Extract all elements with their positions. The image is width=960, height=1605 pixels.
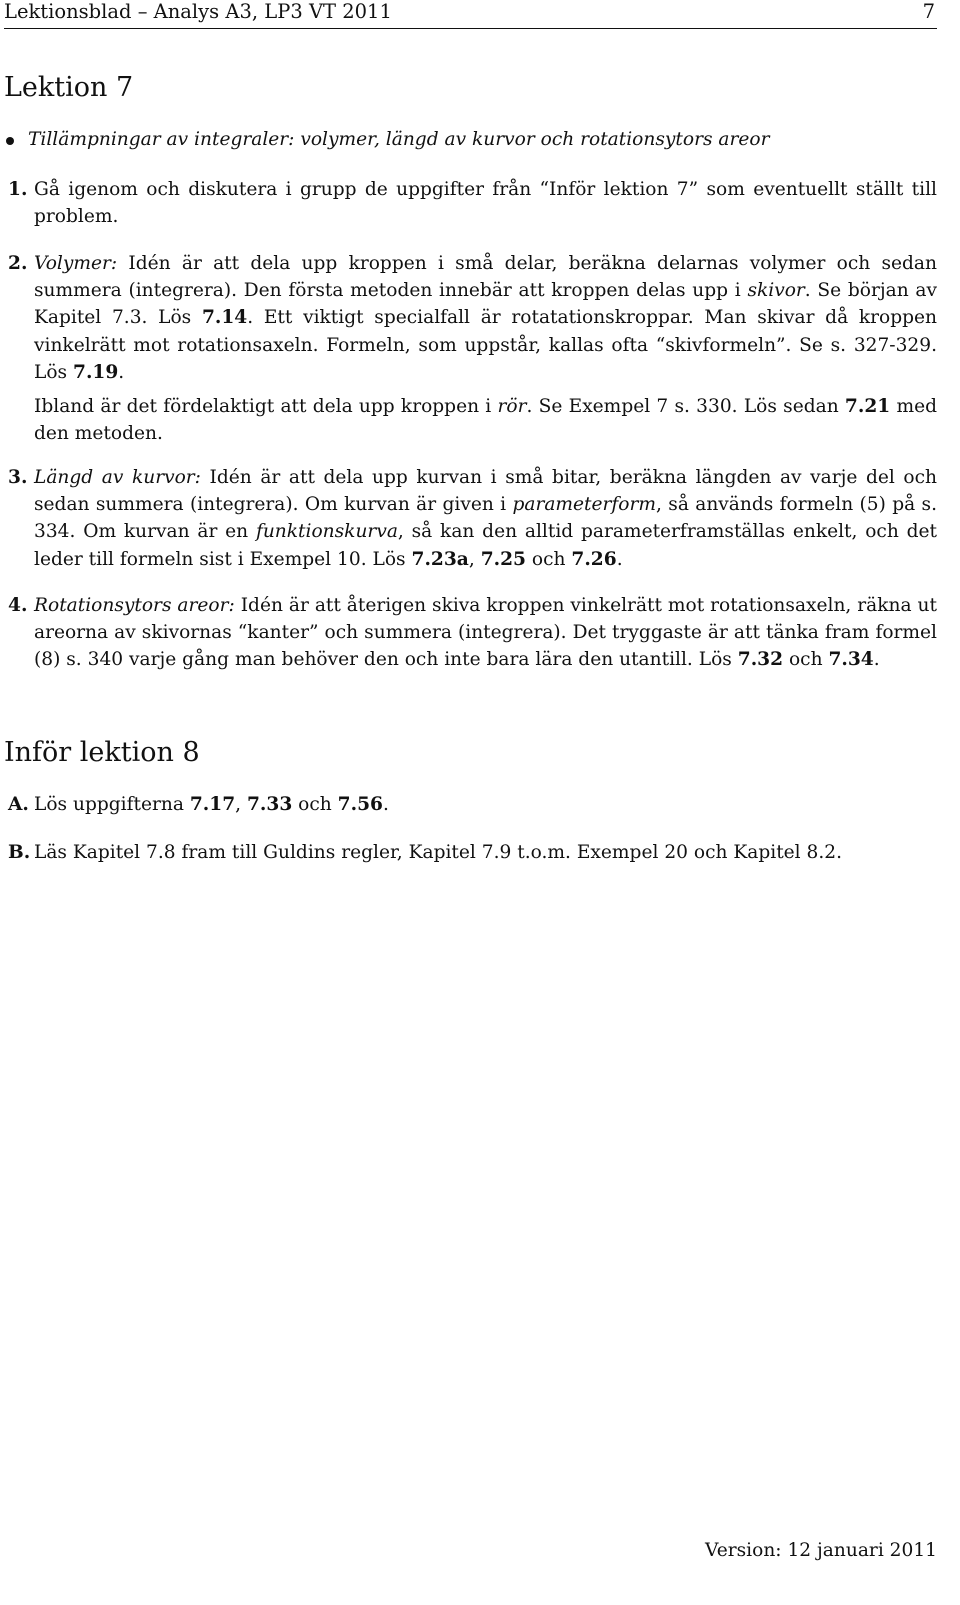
item-body: [34, 250, 937, 447]
text-run: .: [118, 361, 125, 383]
exercise-ref: 7.19: [73, 361, 119, 383]
list-item-a: [8, 791, 937, 818]
item-label: B.: [8, 842, 31, 863]
exercise-ref: 7.26: [571, 548, 617, 570]
text-run: Idén är att dela upp kurvan i små bitar, beräkna längden av varje del och sedan summera (integrera). Om kurvan är given i: [34, 467, 937, 516]
emphasis: rör: [497, 396, 527, 418]
header-title: Lektionsblad – Analys A3, LP3 VT 2011: [4, 0, 392, 23]
text-run: och: [783, 649, 829, 671]
item-body: Gå igenom och diskutera i grupp de uppgifter från “Inför lektion 7” som eventuellt ställt till problem.: [34, 179, 937, 228]
running-header: [4, 0, 937, 29]
paragraph: [34, 592, 937, 674]
text-run: Lös uppgifterna: [34, 794, 190, 815]
exercise-ref: 7.25: [480, 548, 526, 570]
text-run: och: [292, 794, 338, 815]
emphasis: funktionskurva: [255, 521, 398, 543]
exercise-ref: 7.14: [201, 307, 248, 329]
text-run: . Se Exempel 7 s. 330. Lös sedan: [526, 396, 845, 418]
item-number: 3.: [8, 467, 28, 488]
item-number: 4.: [8, 595, 28, 616]
item-number: 2.: [8, 253, 28, 274]
text-run: ,: [235, 794, 247, 815]
emphasis: parameterform: [512, 494, 657, 516]
text-run: Idén är att dela upp kroppen i små delar, beräkna delarnas volymer och sedan summera (integrera). Den första metoden innebär att kroppen delas upp i: [34, 253, 937, 302]
item-lead: Längd av kurvor:: [34, 467, 201, 488]
list-item-1: [8, 176, 937, 230]
text-run: .: [382, 794, 389, 815]
item-body: Läs Kapitel 7.8 fram till Guldins regler, Kapitel 7.9 t.o.m. Exempel 20 och Kapitel 8.2.: [34, 842, 843, 863]
exercise-ref: 7.34: [828, 649, 874, 671]
text-run: Ibland är det fördelaktigt att dela upp kroppen i: [34, 396, 498, 418]
section-heading-infor-lektion-8: Inför lektion 8: [4, 737, 200, 768]
item-number: 1.: [8, 179, 28, 200]
text-run: . Se början av Kapitel 7.3. Lös: [34, 280, 937, 329]
paragraph: [34, 393, 937, 447]
exercise-ref: 7.33: [246, 794, 293, 815]
exercise-ref: 7.56: [337, 794, 383, 815]
exercise-ref: 7.23a: [411, 548, 469, 570]
exercise-ref: 7.17: [189, 794, 236, 815]
item-label: A.: [8, 794, 29, 815]
item-body: [34, 464, 937, 573]
text-run: ,: [468, 548, 481, 570]
version-footer: Version: 12 januari 2011: [705, 1540, 937, 1561]
text-run: med den metoden.: [34, 396, 938, 445]
emphasis: skivor: [747, 280, 805, 302]
section-heading-lektion-7: Lektion 7: [4, 72, 134, 103]
list-item-3: [8, 464, 937, 573]
text-run: .: [616, 548, 623, 570]
exercise-ref: 7.32: [737, 649, 784, 671]
exercise-ref: 7.21: [844, 396, 891, 418]
text-run: . Ett viktigt specialfall är rotatationskroppar. Man skivar då kroppen vinkelrätt mot rotationsaxeln. Formeln, som uppstår, kallas ofta “skivformeln”. Se s. 327-329. Lös: [34, 307, 937, 383]
item-body: [34, 592, 937, 674]
bullet-dot-icon: [6, 137, 14, 145]
paragraph: [34, 250, 937, 386]
text-run: och: [525, 548, 572, 570]
text-run: , så används formeln (5) på s. 334. Om kurvan är en: [34, 494, 937, 543]
text-run: Idén är att återigen skiva kroppen vinkelrätt mot rotationsaxeln, räkna ut areorna av skivornas “kanter” och summera (integrera). Det tryggaste är att tänka fram formel (8) s. 340 varje gång man behöver den och inte bara lära den utantill. Lös: [34, 595, 937, 671]
page-number: 7: [922, 0, 935, 23]
list-item-b: [8, 839, 937, 866]
paragraph: [34, 464, 937, 573]
topic-bullet: [6, 126, 937, 153]
item-lead: Rotationsytors areor:: [34, 595, 235, 616]
item-body: [34, 791, 937, 818]
list-item-4: [8, 592, 937, 674]
topic-text: Tillämpningar av integraler: volymer, längd av kurvor och rotationsytors areor: [28, 129, 770, 150]
text-run: , så kan den alltid parameterframställas enkelt, och det leder till formeln sist i Exempel 10. Lös: [34, 521, 937, 570]
list-item-2: [8, 250, 937, 447]
item-lead: Volymer:: [34, 253, 118, 274]
text-run: .: [873, 649, 880, 671]
